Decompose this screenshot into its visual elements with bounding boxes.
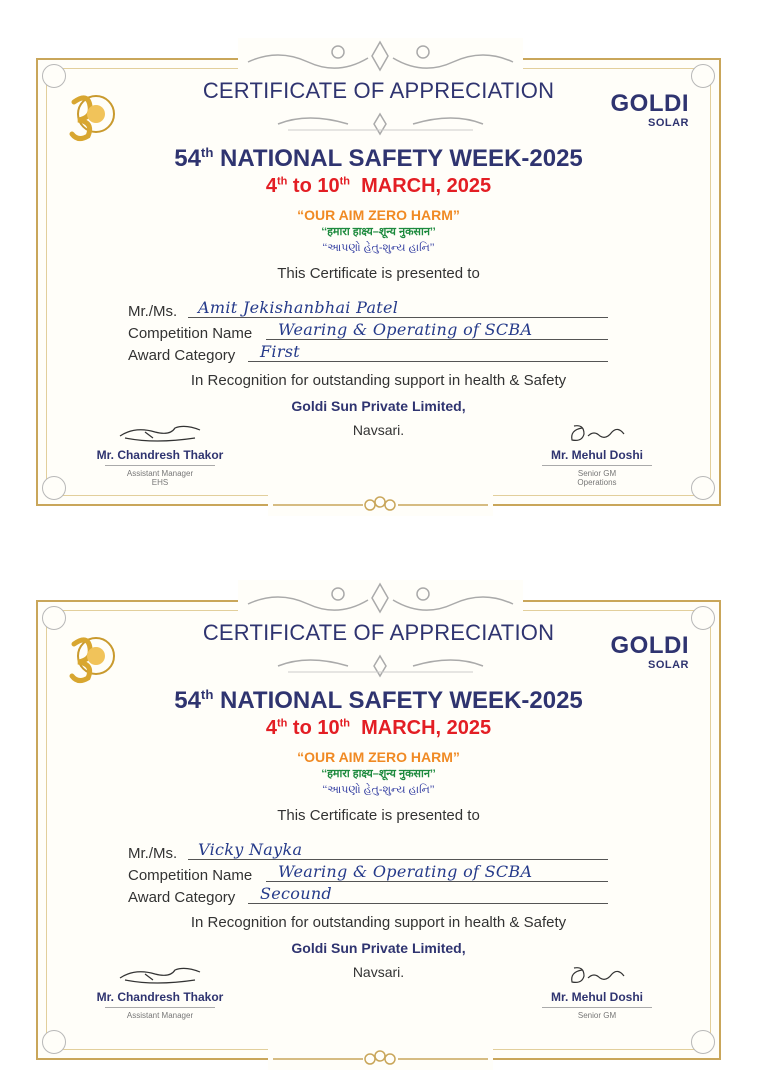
signatory-left-name: Mr. Chandresh Thakor: [96, 990, 224, 1004]
date-from-suffix: th: [276, 717, 288, 730]
recipient-name: Vicky Nayka: [198, 840, 303, 859]
recipient-name: Amit Jekishanbhai Patel: [198, 298, 399, 317]
title-ornament-icon: [268, 654, 493, 678]
signatory-right: [517, 420, 677, 488]
company-city: Navsari.: [352, 422, 405, 438]
date-from: 4: [265, 717, 277, 739]
brand-logo: [611, 92, 690, 129]
motto-hindi: ‘‘हमारा हाक्ष्य–शून्य नुकसान’’: [321, 226, 436, 238]
bottom-ornament-icon: [268, 494, 493, 516]
corner-flourish-icon: [691, 476, 715, 500]
signatory-left-role-line1: Assistant Manager: [126, 469, 194, 478]
date-month: MARCH, 2025: [361, 717, 492, 739]
competition-underline: [266, 881, 608, 882]
event-ordinal: 54: [174, 687, 201, 714]
competition-field: [128, 862, 608, 884]
company-name: Goldi Sun Private Limited,: [291, 398, 466, 414]
signatory-right-role-line1: Senior GM: [577, 469, 617, 478]
date-to-suffix: th: [339, 717, 350, 730]
certificate-2: [36, 600, 721, 1060]
title-ornament-icon: [268, 112, 493, 136]
signatory-right-rule: [542, 465, 652, 466]
name-field: [128, 298, 608, 320]
corner-flourish-icon: [691, 1030, 715, 1054]
competition-name: Wearing & Operating of SCBA: [278, 320, 533, 339]
signatory-right-role-line1: Senior GM: [577, 1011, 617, 1020]
signature-left-icon: [115, 962, 205, 988]
name-label: Mr./Ms.: [128, 845, 178, 862]
award-underline: [248, 361, 608, 362]
certificate-title: CERTIFICATE OF APPRECIATION: [202, 620, 555, 645]
competition-label: Competition Name: [128, 867, 253, 884]
recognition-text: In Recognition for outstanding support in health & Safety: [190, 914, 567, 931]
signatory-right-name: Mr. Mehul Doshi: [550, 990, 643, 1004]
date-to-suffix: th: [339, 175, 350, 188]
event-dates: [38, 175, 719, 198]
top-ornament-icon: [238, 38, 523, 74]
date-to-word: to: [292, 175, 312, 197]
recognition-text: In Recognition for outstanding support in health & Safety: [190, 372, 567, 389]
date-to: 10: [317, 175, 340, 197]
signature-left-icon: [115, 420, 205, 446]
brand-name: GOLDI: [610, 90, 689, 117]
award-category: First: [260, 342, 301, 361]
certificate-title: CERTIFICATE OF APPRECIATION: [202, 78, 555, 103]
signatory-right-role: [517, 1012, 677, 1021]
signature-right-icon: [562, 962, 632, 988]
date-to-word: to: [292, 717, 312, 739]
event-title: [38, 687, 719, 715]
brand-sub: SOLAR: [648, 117, 689, 129]
event-name: NATIONAL SAFETY WEEK-2025: [220, 145, 583, 172]
signatory-left-role-line2: EHS: [151, 477, 169, 487]
motto-english: “OUR AIM ZERO HARM”: [297, 749, 460, 765]
competition-field: [128, 320, 608, 342]
competition-name: Wearing & Operating of SCBA: [278, 862, 533, 881]
event-ordinal-suffix: th: [200, 687, 214, 702]
date-from-suffix: th: [276, 175, 288, 188]
signatory-left-rule: [105, 465, 215, 466]
brand-logo: [611, 634, 690, 671]
date-to: 10: [317, 717, 340, 739]
anniversary-badge-icon: [68, 632, 116, 688]
event-title: [38, 145, 719, 173]
signatory-left: [80, 420, 240, 488]
signatory-right-role-line2: Operations: [577, 477, 617, 487]
event-ordinal: 54: [174, 145, 201, 172]
signature-right-icon: [562, 420, 632, 446]
brand-name: GOLDI: [610, 632, 689, 659]
signatory-right: [517, 962, 677, 1021]
bottom-ornament-icon: [268, 1048, 493, 1070]
award-label: Award Category: [128, 889, 236, 906]
signatory-right-role: [517, 470, 677, 488]
name-underline: [188, 317, 608, 318]
award-field: [128, 342, 608, 364]
award-label: Award Category: [128, 347, 236, 364]
presented-text: This Certificate is presented to: [277, 807, 480, 824]
corner-flourish-icon: [42, 1030, 66, 1054]
name-underline: [188, 859, 608, 860]
motto-gujarati: ‘‘આપણો હેતુ-શુન્ય હાનિ’’: [322, 242, 435, 254]
brand-sub: SOLAR: [648, 659, 689, 671]
award-field: [128, 884, 608, 906]
signatory-left: [80, 962, 240, 1021]
company-city: Navsari.: [352, 964, 405, 980]
event-name: NATIONAL SAFETY WEEK-2025: [220, 687, 583, 714]
certificate-1: [36, 58, 721, 506]
corner-flourish-icon: [42, 476, 66, 500]
signatory-left-role: [80, 470, 240, 488]
award-underline: [248, 903, 608, 904]
date-from: 4: [265, 175, 277, 197]
signatory-right-name: Mr. Mehul Doshi: [550, 448, 643, 462]
signatory-left-rule: [105, 1007, 215, 1008]
presented-text: This Certificate is presented to: [277, 265, 480, 282]
signatory-left-role-line1: Assistant Manager: [126, 1011, 194, 1020]
signatory-right-rule: [542, 1007, 652, 1008]
competition-label: Competition Name: [128, 325, 253, 342]
name-field: [128, 840, 608, 862]
event-dates: [38, 717, 719, 740]
competition-underline: [266, 339, 608, 340]
event-ordinal-suffix: th: [200, 145, 214, 160]
motto-english: “OUR AIM ZERO HARM”: [297, 207, 460, 223]
company-name: Goldi Sun Private Limited,: [291, 940, 466, 956]
signatory-left-role: [80, 1012, 240, 1021]
motto-hindi: ‘‘हमारा हाक्ष्य–शून्य नुकसान’’: [321, 768, 436, 780]
signatory-left-name: Mr. Chandresh Thakor: [96, 448, 224, 462]
top-ornament-icon: [238, 580, 523, 616]
name-label: Mr./Ms.: [128, 303, 178, 320]
date-month: MARCH, 2025: [361, 175, 492, 197]
anniversary-badge-icon: [68, 90, 116, 146]
motto-gujarati: ‘‘આપણો હેતુ-શુન્ય હાનિ’’: [322, 784, 435, 796]
award-category: Secound: [260, 884, 332, 903]
